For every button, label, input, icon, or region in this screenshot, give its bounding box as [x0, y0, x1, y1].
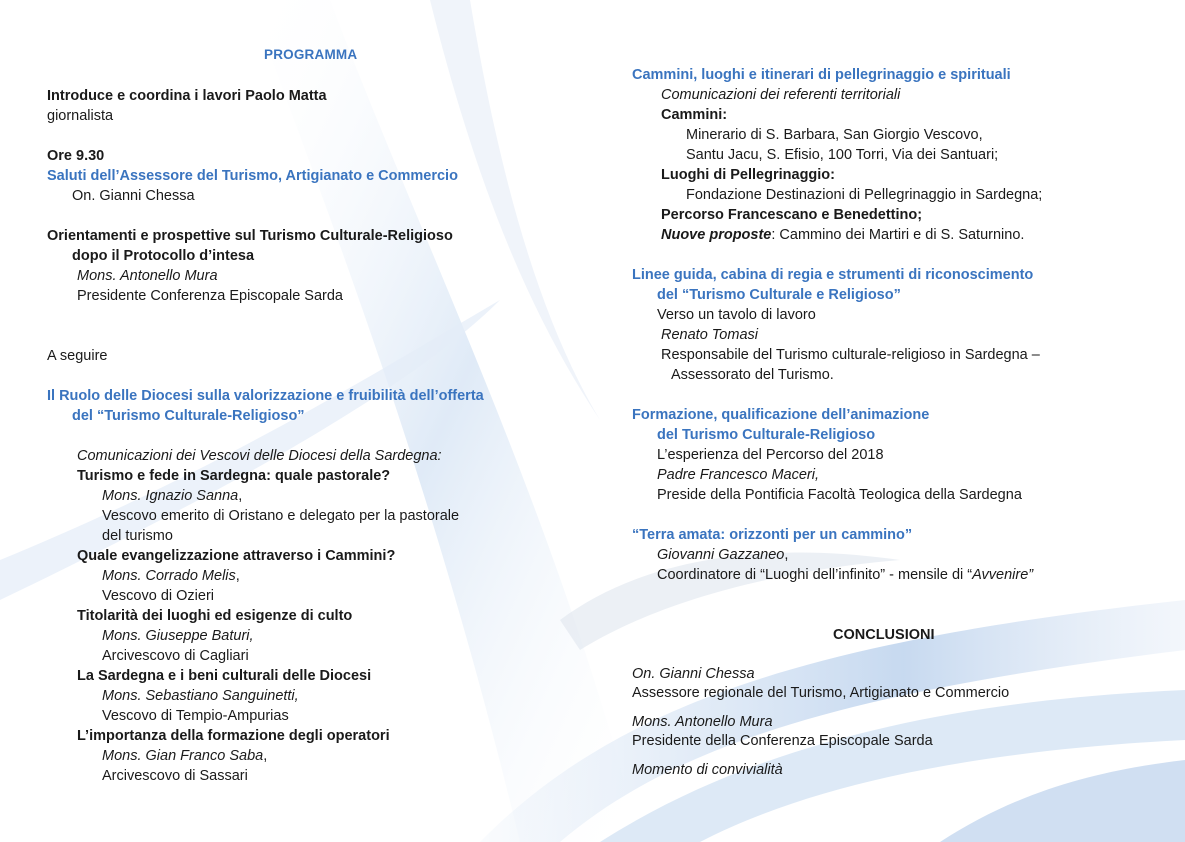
topic-4-title: La Sardegna e i beni culturali delle Diocesi: [77, 668, 372, 684]
convivialita-note: Momento di convivialità: [632, 762, 783, 778]
cammini-subtitle: Comunicazioni dei referenti territoriali: [661, 87, 901, 103]
formazione-subtitle: L’esperienza del Percorso del 2018: [657, 447, 884, 463]
linee-guida-title: Linee guida, cabina di regia e strumenti di riconoscimento: [632, 267, 1034, 283]
formazione-speaker: Padre Francesco Maceri,: [657, 467, 819, 483]
luoghi-label: Luoghi di Pellegrinaggio:: [661, 167, 835, 183]
conclusioni-role-1: Assessore regionale del Turismo, Artigianato e Commercio: [632, 685, 1010, 701]
greetings-speaker: On. Gianni Chessa: [72, 188, 195, 204]
formazione-title: Formazione, qualificazione dell’animazione: [632, 407, 930, 423]
linee-guida-role-cont: Assessorato del Turismo.: [671, 367, 834, 383]
topic-1-role: Vescovo emerito di Oristano e delegato per la pastorale: [102, 508, 460, 524]
orientamenti-speaker: Mons. Antonello Mura: [77, 268, 218, 284]
orientamenti-role: Presidente Conferenza Episcopale Sarda: [77, 288, 343, 304]
orientamenti-title: Orientamenti e prospettive sul Turismo Culturale-Religioso: [47, 228, 453, 244]
conclusioni-speaker-1: On. Gianni Chessa: [632, 666, 755, 682]
topic-2-speaker: Mons. Corrado Melis,: [102, 568, 240, 584]
topic-5-role: Arcivescovo di Sassari: [102, 768, 248, 784]
terra-amata-role-text: Coordinatore di “Luoghi dell’infinito” - mensile di “: [657, 567, 973, 583]
start-time: Ore 9.30: [47, 148, 105, 164]
topic-3-title: Titolarità dei luoghi ed esigenze di culto: [77, 608, 353, 624]
nuove-proposte-text: : Cammino dei Martiri e di S. Saturnino.: [771, 227, 1025, 243]
topic-5-speaker-name: Mons. Gian Franco Saba: [102, 748, 264, 764]
cammini-list: Minerario di S. Barbara, San Giorgio Vescovo,: [686, 127, 983, 143]
conclusioni-speaker-2: Mons. Antonello Mura: [632, 714, 773, 730]
terra-amata-role: [657, 565, 1033, 585]
formazione-title-cont: del Turismo Culturale-Religioso: [657, 427, 876, 443]
greetings-title: Saluti dell’Assessore del Turismo, Artigianato e Commercio: [47, 168, 458, 184]
ruolo-diocesi-title-cont: del “Turismo Culturale-Religioso”: [72, 408, 305, 424]
a-seguire: A seguire: [47, 348, 108, 364]
topic-4-speaker: Mons. Sebastiano Sanguinetti,: [102, 688, 299, 704]
linee-guida-role: Responsabile del Turismo culturale-religioso in Sardegna –: [661, 347, 1040, 363]
cammini-list-cont: Santu Jacu, S. Efisio, 100 Torri, Via dei Santuari;: [686, 147, 999, 163]
conclusioni-role-2: Presidente della Conferenza Episcopale Sarda: [632, 733, 933, 749]
topic-1-role-cont: del turismo: [102, 528, 173, 544]
topic-5-title: L’importanza della formazione degli operatori: [77, 728, 390, 744]
luoghi-text: Fondazione Destinazioni di Pellegrinaggio in Sardegna;: [686, 187, 1043, 203]
moderator-line: Introduce e coordina i lavori Paolo Matta: [47, 88, 327, 104]
topic-2-speaker-name: Mons. Corrado Melis: [102, 568, 236, 584]
topic-5-speaker: Mons. Gian Franco Saba,: [102, 748, 268, 764]
terra-amata-speaker-name: Giovanni Gazzaneo: [657, 547, 785, 563]
cammini-label: Cammini:: [661, 107, 728, 123]
topic-3-role: Arcivescovo di Cagliari: [102, 648, 249, 664]
topic-2-title: Quale evangelizzazione attraverso i Cammini?: [77, 548, 396, 564]
topic-4-role: Vescovo di Tempio-Ampurias: [102, 708, 289, 724]
linee-guida-title-cont: del “Turismo Culturale e Religioso”: [657, 287, 901, 303]
ruolo-diocesi-title: Il Ruolo delle Diocesi sulla valorizzazione e fruibilità dell’offerta: [47, 388, 484, 404]
topic-1-title: Turismo e fede in Sardegna: quale pastorale?: [77, 468, 391, 484]
linee-guida-subtitle: Verso un tavolo di lavoro: [657, 307, 816, 323]
comunicazioni-vescovi: Comunicazioni dei Vescovi delle Diocesi della Sardegna:: [77, 448, 442, 464]
topic-2-role: Vescovo di Ozieri: [102, 588, 215, 604]
topic-1-speaker: Mons. Ignazio Sanna,: [102, 488, 243, 504]
nuove-proposte-line: [661, 225, 1024, 245]
terra-amata-title: “Terra amata: orizzonti per un cammino”: [632, 527, 913, 543]
conclusioni-heading: CONCLUSIONI: [833, 627, 935, 643]
cammini-title: Cammini, luoghi e itinerari di pellegrinaggio e spirituali: [632, 67, 1011, 83]
topic-3-speaker: Mons. Giuseppe Baturi,: [102, 628, 254, 644]
moderator-role: giornalista: [47, 108, 114, 124]
nuove-proposte-label: Nuove proposte: [661, 227, 772, 243]
terra-amata-magazine: Avvenire”: [972, 567, 1034, 583]
percorso-label: Percorso Francescano e Benedettino;: [661, 207, 923, 223]
formazione-role: Preside della Pontificia Facoltà Teologica della Sardegna: [657, 487, 1022, 503]
programma-heading: PROGRAMMA: [264, 47, 358, 62]
orientamenti-title-cont: dopo il Protocollo d’intesa: [72, 248, 255, 264]
topic-1-speaker-name: Mons. Ignazio Sanna: [102, 488, 239, 504]
terra-amata-speaker: Giovanni Gazzaneo,: [657, 547, 789, 563]
linee-guida-speaker: Renato Tomasi: [661, 327, 758, 343]
